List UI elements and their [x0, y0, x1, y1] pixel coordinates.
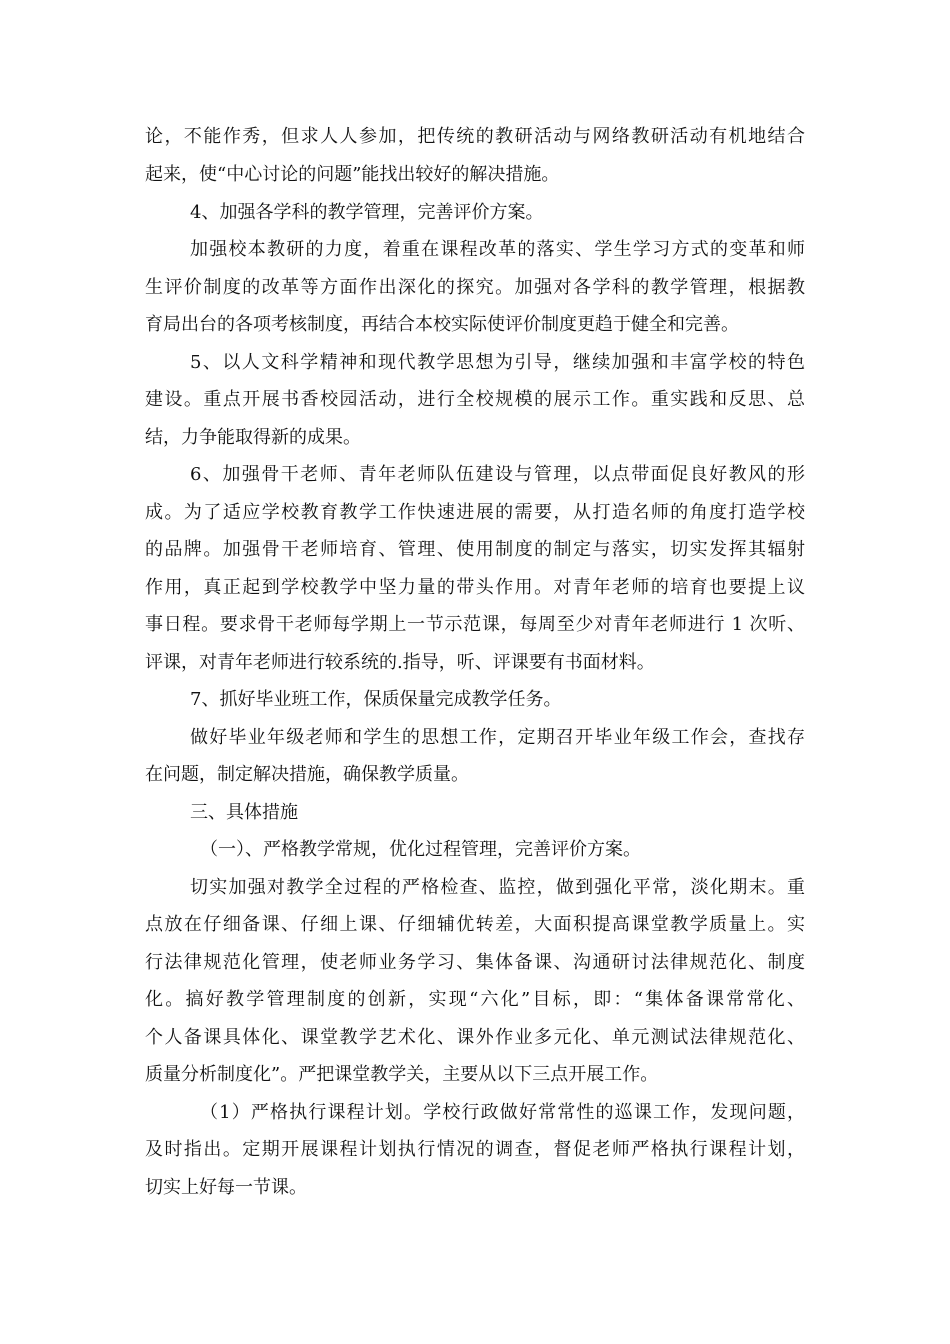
section-heading: 7、抓好毕业班工作，保质保量完成教学任务。	[190, 689, 562, 710]
text-line: 质量分析制度化”。严把课堂教学关，主要从以下三点开展工作。	[145, 1064, 659, 1085]
section-heading: 三、具体措施	[190, 802, 298, 823]
text-line: 作用，真正起到学校教学中坚力量的带头作用。对青年老师的培育也要提上议	[145, 577, 805, 598]
text-line: 的品牌。加强骨干老师培育、管理、使用制度的制定与落实，切实发挥其辐射	[145, 539, 805, 560]
section-heading: 4、加强各学科的教学管理，完善评价方案。	[190, 202, 544, 223]
text-line: 评课，对青年老师进行较系统的.指导，听、评课要有书面材料。	[145, 652, 655, 673]
text-line: 建设。重点开展书香校园活动，进行全校规模的展示工作。重实践和反思、总	[145, 389, 805, 410]
text-line: 在问题，制定解决措施，确保教学质量。	[145, 764, 469, 785]
text-line: 6、加强骨干老师、青年老师队伍建设与管理，以点带面促良好教风的形	[190, 464, 805, 485]
subsection-heading: （一）、严格教学常规，优化过程管理，完善评价方案。	[200, 839, 641, 860]
text-line: 点放在仔细备课、仔细上课、仔细辅优转差，大面积提高课堂教学质量上。实	[145, 914, 805, 935]
text-line: 化。搞好教学管理制度的创新，实现“六化”目标，即：“集体备课常常化、	[145, 989, 805, 1010]
text-line: 加强校本教研的力度，着重在课程改革的落实、学生学习方式的变革和师	[190, 239, 805, 260]
text-line: 起来，使“中心讨论的问题”能找出较好的解决措施。	[145, 164, 560, 185]
text-line: 论，不能作秀，但求人人参加，把传统的教研活动与网络教研活动有机地结合	[145, 126, 805, 147]
text-line: 做好毕业年级老师和学生的思想工作，定期召开毕业年级工作会，查找存	[190, 727, 805, 748]
text-line: 生评价制度的改革等方面作出深化的探究。加强对各学科的教学管理，根据教	[145, 277, 805, 298]
text-line: 事日程。要求骨干老师每学期上一节示范课，每周至少对青年老师进行 1 次听、	[145, 614, 805, 635]
text-line: 切实加强对教学全过程的严格检查、监控，做到强化平常，淡化期末。重	[190, 877, 805, 898]
text-line: 切实上好每一节课。	[145, 1177, 307, 1198]
text-line: 成。为了适应学校教育教学工作快速进展的需要，从打造名师的角度打造学校	[145, 502, 805, 523]
text-line: 结，力争能取得新的成果。	[145, 427, 361, 448]
text-line: 及时指出。定期开展课程计划执行情况的调查，督促老师严格执行课程计划，	[145, 1139, 805, 1160]
text-line: （1）严格执行课程计划。学校行政做好常常性的巡课工作，发现问题，	[200, 1102, 805, 1123]
text-line: 育局出台的各项考核制度，再结合本校实际使评价制度更趋于健全和完善。	[145, 314, 739, 335]
text-line: 5、以人文科学精神和现代教学思想为引导，继续加强和丰富学校的特色	[190, 352, 805, 373]
text-line: 行法律规范化管理，使老师业务学习、集体备课、沟通研讨法律规范化、制度	[145, 952, 805, 973]
text-line: 个人备课具体化、课堂教学艺术化、课外作业多元化、单元测试法律规范化、	[145, 1027, 805, 1048]
